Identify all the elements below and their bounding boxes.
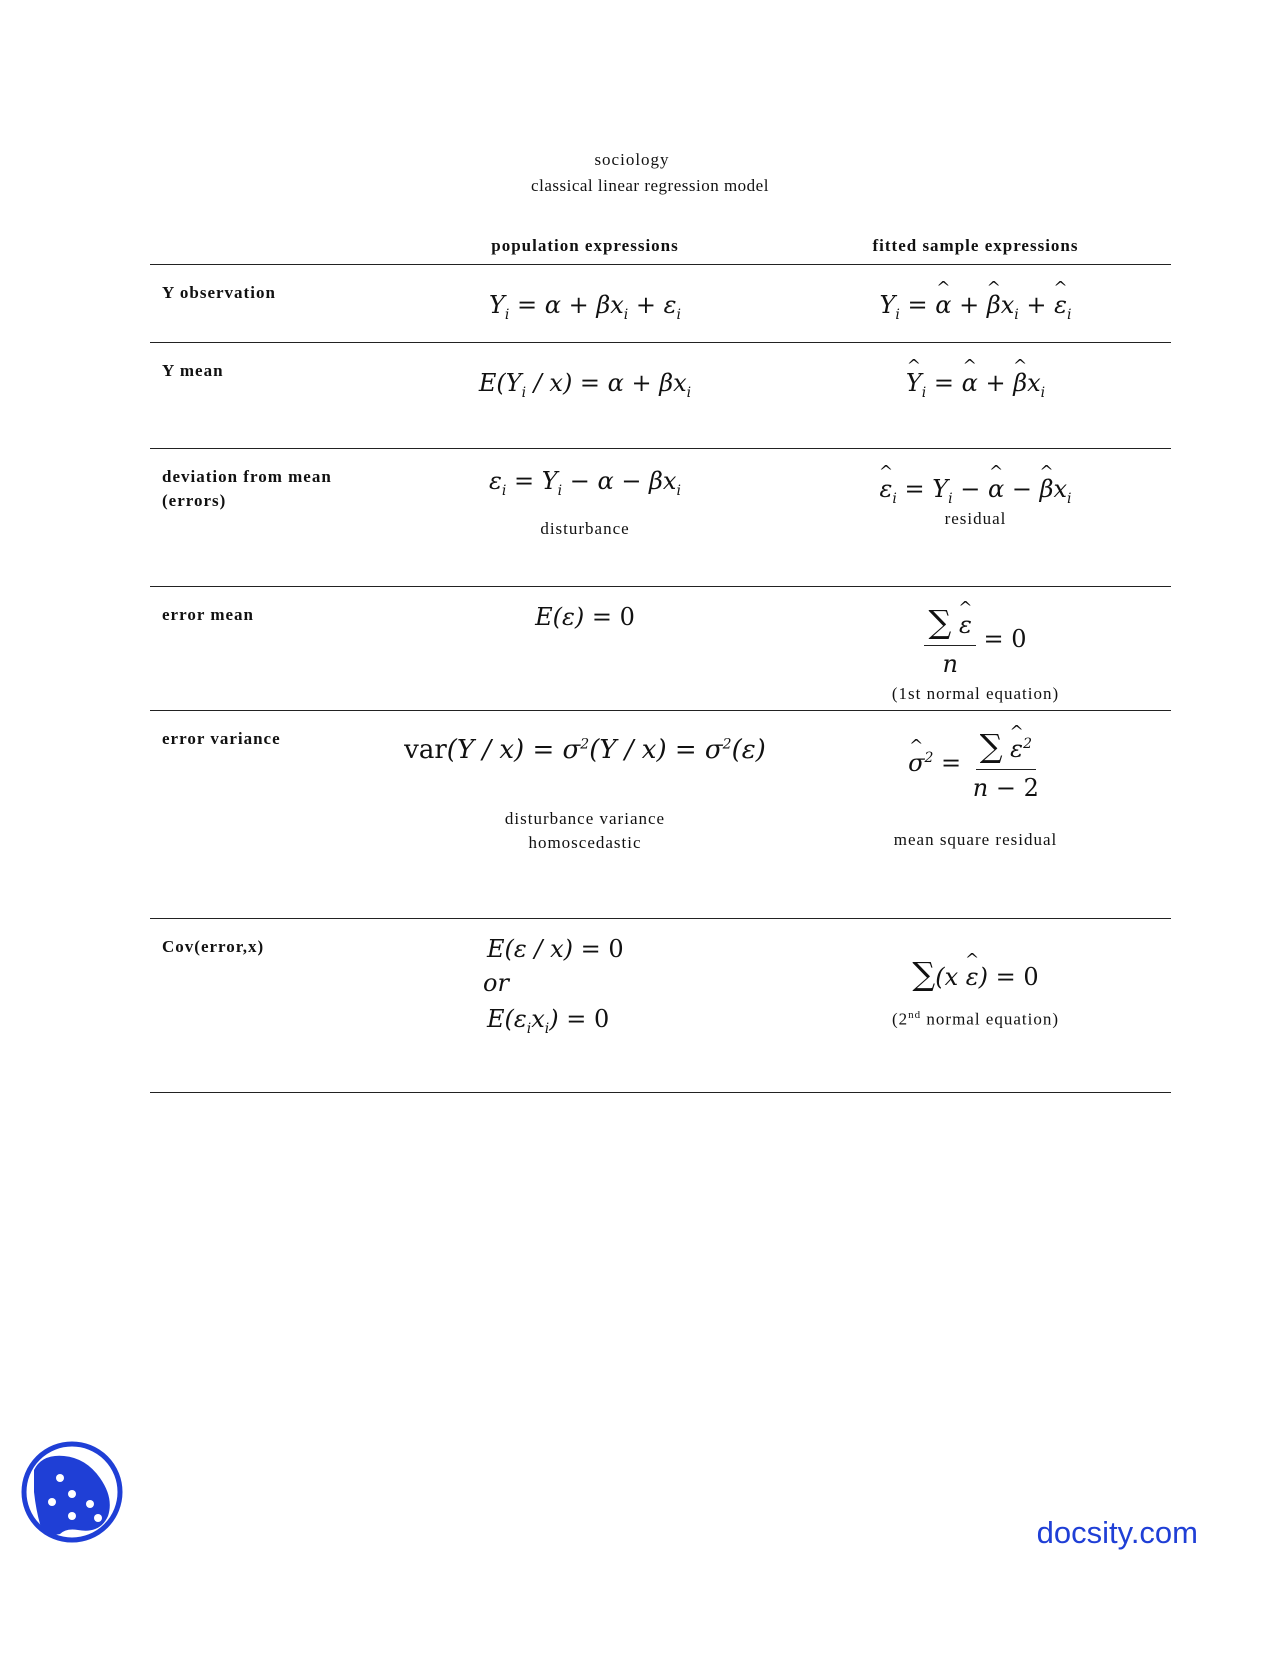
table-row-error-variance — [150, 711, 1171, 919]
title-block — [0, 150, 1280, 196]
population-cell — [390, 587, 780, 711]
fitted-cell — [780, 265, 1171, 343]
population-note: disturbance — [540, 518, 630, 538]
fitted-note: residual — [944, 508, 1007, 528]
formula-covariance-population-2: $E(\varepsilon_ix_i) = 0$ — [487, 1005, 610, 1037]
fitted-cell — [780, 343, 1171, 449]
table-row-deviation — [150, 449, 1171, 587]
table-row-error-mean — [150, 587, 1171, 711]
header-label — [150, 236, 390, 265]
fitted-note: mean square residual — [893, 830, 1058, 849]
population-note-1: disturbance variance — [504, 809, 666, 828]
population-cell — [390, 711, 780, 919]
fitted-cell — [780, 449, 1171, 587]
formula-covariance-population-1: E(ε / x) = 0 — [487, 935, 624, 963]
header-population: population expressions — [390, 236, 780, 265]
fitted-cell — [780, 711, 1171, 919]
formula-y-mean-population: $E(Y_i / x) = \alpha + \beta x_i$ — [478, 369, 692, 401]
row-label: deviation from mean (errors) — [150, 449, 390, 587]
formula-error-variance-fitted: ^ $\sigma^2$ = $\frac{\sum \^{} \varepsilon^2}{n - 2}$ — [781, 727, 1170, 802]
header-fitted: fitted sample expressions — [780, 236, 1171, 265]
population-cell — [390, 919, 780, 1093]
formula-error-mean-fitted: $\frac{\sum \^{} \varepsilon}{n}$ = 0 — [781, 603, 1170, 678]
formula-deviation-population: $\varepsilon_i = Y_i - \alpha - \beta x_i$ — [489, 467, 681, 499]
population-cell — [390, 343, 780, 449]
table-header-row — [150, 236, 1171, 265]
population-cell — [390, 449, 780, 587]
formula-error-variance-population: $var(Y / x) = \sigma^2(Y / x) = \sigma^2(\varepsilon)$ — [404, 735, 766, 765]
fitted-cell — [780, 919, 1171, 1093]
population-note-2: homoscedastic — [528, 833, 642, 852]
formula-y-observation-fitted: $Y_i$ = ^ α + ^ $\beta x_i$ + ^ $\varepsilon_i$ — [880, 291, 1072, 319]
population-cell — [390, 265, 780, 343]
row-label: error variance — [150, 711, 390, 919]
regression-table — [150, 236, 1171, 1093]
table-row-covariance — [150, 919, 1171, 1093]
fitted-note: (1st normal equation) — [891, 684, 1060, 703]
document-title: classical linear regression model — [531, 176, 769, 195]
table-row-y-mean — [150, 343, 1171, 449]
formula-error-mean-population: E(ε) = 0 — [535, 603, 635, 631]
formula-or: or — [483, 969, 509, 997]
formula-y-observation-population: $Y_i = \alpha + \beta x_i + \varepsilon_i$ — [489, 291, 681, 323]
fitted-cell — [780, 587, 1171, 711]
row-label: Cov(error,x) — [150, 919, 390, 1093]
formula-covariance-fitted: ∑(x ^ ε) = 0 — [781, 955, 1170, 993]
brand-text[interactable]: docsity.com — [1036, 1515, 1198, 1550]
row-label: error mean — [150, 587, 390, 711]
fitted-note: (2nd normal equation) — [891, 1009, 1060, 1029]
subject: sociology — [594, 150, 670, 169]
row-label: Y observation — [150, 265, 390, 343]
row-label: Y mean — [150, 343, 390, 449]
docsity-logo-icon — [20, 1440, 124, 1544]
formula-y-mean-fitted: ^ $Y_i$ = ^ α + ^ $\beta x_i$ — [906, 369, 1045, 397]
table-row-y-observation — [150, 265, 1171, 343]
formula-deviation-fitted: ^ $\varepsilon_i = Y_i$ − ^ α − ^ $\beta x_i$ — [781, 475, 1170, 507]
